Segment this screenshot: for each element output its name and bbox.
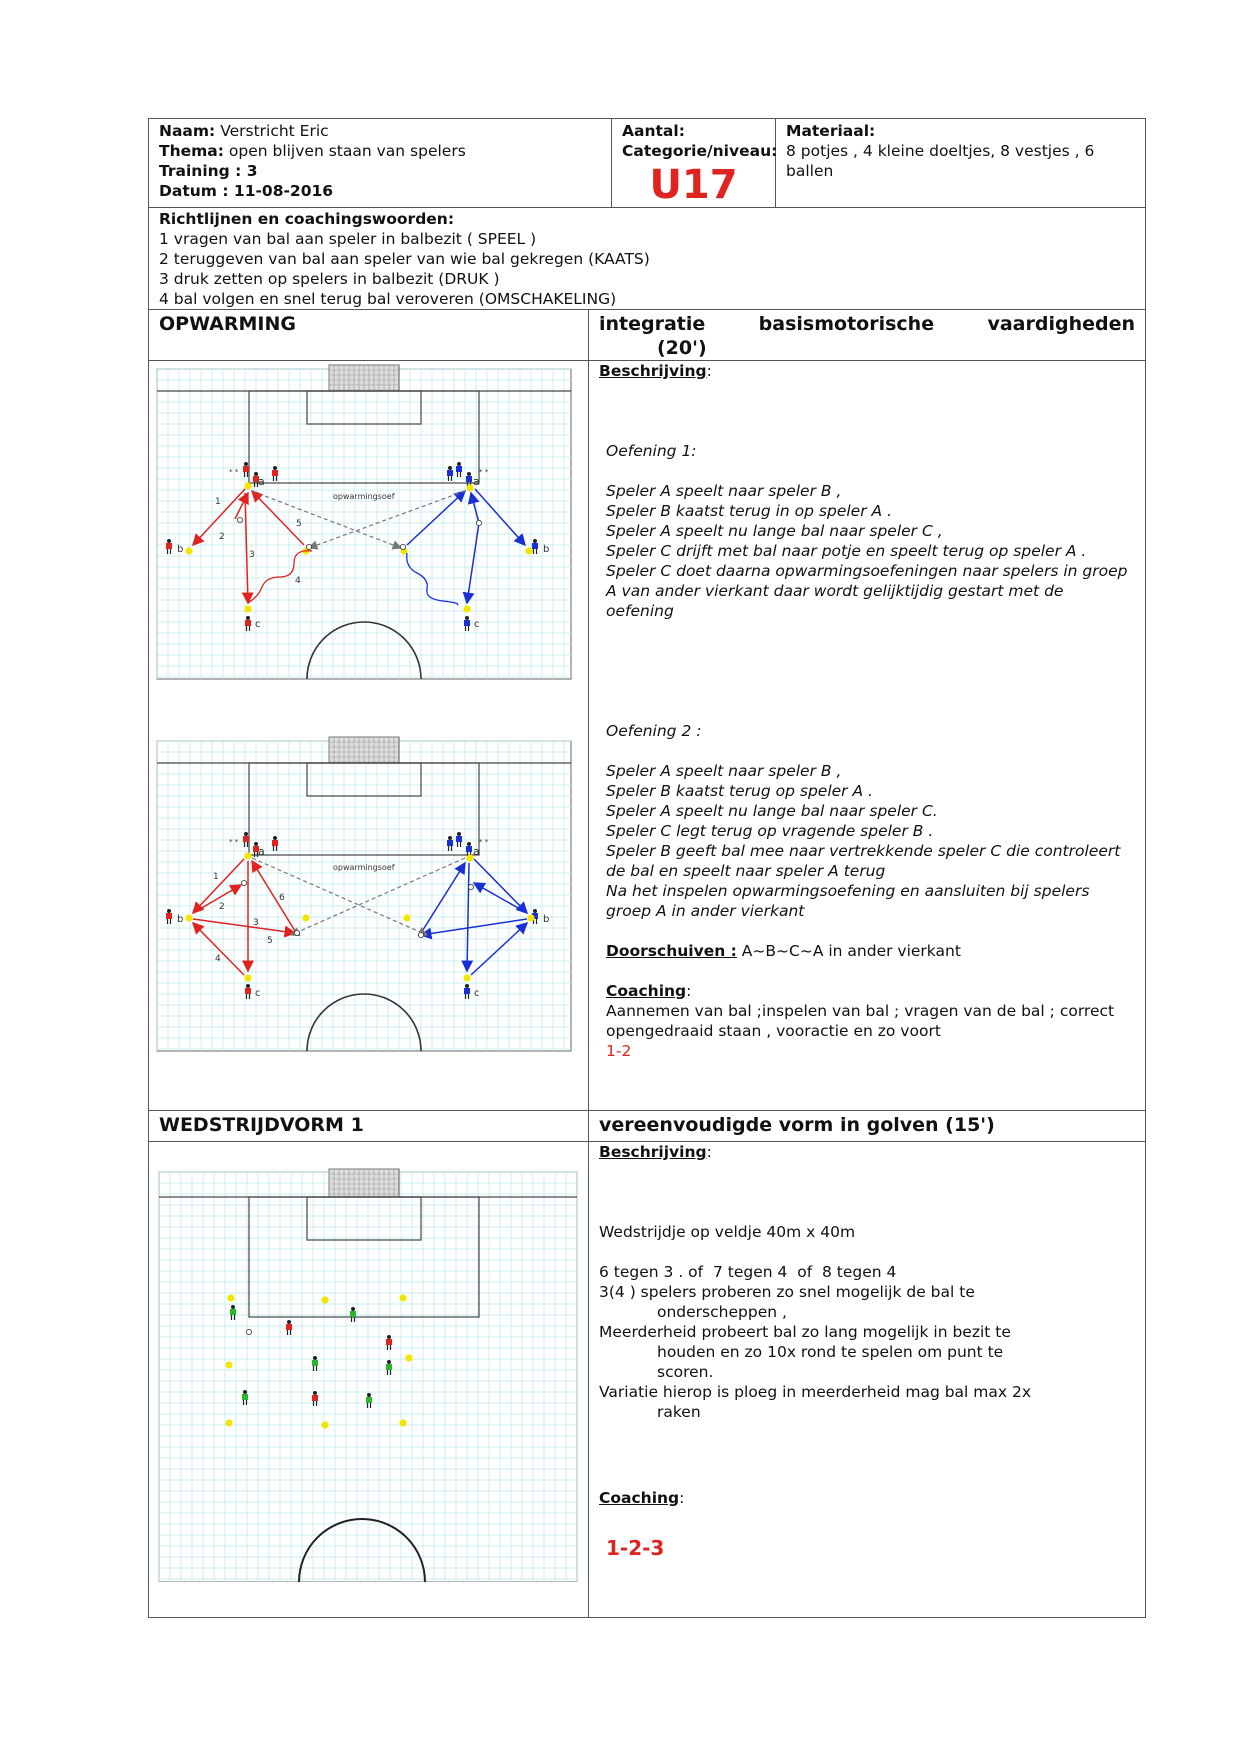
player-label-a: a [473, 845, 480, 858]
step-number: 5 [296, 519, 302, 529]
cone-marker [302, 914, 309, 921]
cone-marker [466, 854, 473, 861]
ball-icon [418, 932, 423, 937]
ball-icon [294, 930, 299, 935]
training-sheet [148, 118, 1145, 1633]
wedstrijd-line: raken [657, 1403, 701, 1421]
step-number: 4 [215, 954, 221, 964]
wedstrijd-line: Variatie hierop is ploeg in meerderheid mag bal max 2x [599, 1383, 1032, 1401]
wedstrijd-line: houden en zo 10x rond te spelen om punt te [657, 1343, 1004, 1361]
oefening1-line: Speler C drijft met bal naar potje en speelt terug op speler A . [606, 542, 1087, 560]
step-number: 1 [213, 872, 219, 882]
oefening1-line: Speler C doet daarna opwarmingsoefeningen naar spelers in groep A van ander vierkant daar wordt gelijktijdig gestart met de oefening [606, 562, 1128, 620]
cone-marker [244, 974, 251, 981]
oefening2-line: Speler B kaatst terug op speler A . [606, 782, 873, 800]
wedstrijd-text-cell: Beschrijving: Wedstrijdje op veldje 40m x 40m 6 tegen 3 . of 7 tegen 4 of 8 tegen 4 3(4 ) spelers proberen zo snel mogelijk de bal te onderscheppen , Meerderheid probeert bal zo lang mogelijk in bezit te houden en zo 10x rond te spelen om punt te scoren. Variatie hierop is ploeg in meerderheid mag bal max 2x raken Coaching: 1-2-3 [589, 1142, 1146, 1618]
ball-icon [400, 544, 405, 549]
step-number: 3 [249, 550, 255, 560]
wedstrijd-title-cell [149, 1111, 589, 1142]
opwarming-duration: (20') [657, 337, 707, 359]
naam-label: Naam: [159, 122, 216, 140]
wedstrijd-subtitle-cell [589, 1111, 1146, 1142]
oefening1-line: Speler A speelt nu lange bal naar speler C , [606, 522, 943, 540]
player-label-a: a [258, 475, 265, 488]
player-label-b: b [177, 914, 184, 925]
doorschuiven-value: A~B~C~A in ander vierkant [741, 942, 961, 960]
cone-marker [244, 852, 251, 859]
datum-label: Datum : 11-08-2016 [159, 182, 334, 200]
wedstrijd-line: Wedstrijdje op veldje 40m x 40m [599, 1223, 856, 1241]
oefening2-line: Speler C legt terug op vragende speler B . [606, 822, 934, 840]
aantal-label: Aantal: [622, 122, 685, 140]
step-number: 2 [219, 532, 225, 542]
cone-marker [463, 605, 470, 612]
ball-icon [237, 517, 242, 522]
oefening2-line: Speler A speelt nu lange bal naar speler C. [606, 802, 938, 820]
cone-marker [405, 1354, 412, 1361]
ball-icon [468, 884, 473, 889]
wedstrijd-line: Meerderheid probeert bal zo lang mogelijk in bezit te [599, 1323, 1011, 1341]
player-label-c: c [474, 619, 480, 630]
training-label: Training : 3 [159, 162, 258, 180]
opwarming-subtitle: integratie basismotorische vaardigheden [599, 313, 1136, 335]
beschrijving-label: Beschrijving [599, 362, 707, 380]
coaching-text: Aannemen van bal ;inspelen van bal ; vragen van de bal ; correct opengedraaid staan , vooractie en zo voort [606, 1002, 1115, 1040]
player-label-b: b [177, 544, 184, 555]
oefening2-line: Speler A speelt naar speler B , [606, 762, 842, 780]
oefening2-line: Na het inspelen opwarmingsoefening en aansluiten bij spelers groep A in ander vierkant [606, 882, 1090, 920]
richtlijnen-cell [149, 208, 1146, 310]
wedstrijd-subtitle: vereenvoudigde vorm in golven (15') [599, 1114, 995, 1136]
cone-marker [525, 547, 532, 554]
step-number: 2 [219, 902, 225, 912]
step-number: 3 [253, 918, 259, 928]
cone-marker [185, 914, 192, 921]
diagram-label: opwarmingsoef [333, 492, 395, 501]
coaching-codes: 1-2 [606, 1042, 632, 1060]
training-table [148, 118, 1146, 1618]
ball-icon [246, 1329, 251, 1334]
header-info-cell [149, 119, 612, 208]
opwarming-text-cell: Beschrijving: Oefening 1: Speler A speelt naar speler B , Speler B kaatst terug in op speler A . Speler A speelt nu lange bal naar speler C , Speler C drijft met bal naar potje en speelt terug op speler A . Speler C doet daarna opwarmingsoefeningen naar spelers in groep A van ander vierkant daar wordt gelijktijdig gestart met de oefening Oefening 2 : Speler A speelt naar speler B , Speler B kaatst terug op speler A . Speler A speelt nu lange bal naar speler C. Speler C legt terug op vragende speler B . Speler B geeft bal mee naar vertrekkende speler C die controleert de bal en speelt naar speler A terug Na het inspelen opwarmingsoefening en aansluiten bij spelers groep A in ander vierkant Doorschuiven : A~B~C~A in ander vierkant Coaching: Aannemen van bal ;inspelen van bal ; vragen van de bal ; correct opengedraaid staan , vooractie en zo voort 1-2 [589, 361, 1146, 1111]
cone-marker [244, 605, 251, 612]
coaching-label: Coaching [606, 982, 687, 1000]
marker-dots: * * [479, 838, 489, 846]
richtlijn-line: 3 druk zetten op spelers in balbezit (DRUK ) [159, 270, 500, 288]
player-label-a: a [473, 475, 480, 488]
opwarming-title: OPWARMING [159, 313, 296, 335]
oefening2-title: Oefening 2 : [606, 722, 702, 740]
cone-marker [227, 1294, 234, 1301]
wedstrijd-line: scoren. [657, 1363, 714, 1381]
cone-marker [244, 482, 251, 489]
richtlijn-line: 2 teruggeven van bal aan speler van wie bal gekregen (KAATS) [159, 250, 650, 268]
materiaal-label: Materiaal: [786, 122, 876, 140]
ball-icon [241, 880, 246, 885]
opwarming-subtitle-cell [589, 310, 1146, 361]
step-number: 6 [279, 893, 285, 903]
ball-icon [306, 544, 311, 549]
cone-marker [321, 1296, 328, 1303]
cone-marker [466, 484, 473, 491]
oefening2-line: Speler B geeft bal mee naar vertrekkende speler C die controleert de bal en speelt naar speler A terug [606, 842, 1121, 880]
player-label-c: c [255, 988, 261, 999]
cone-marker [399, 1419, 406, 1426]
wedstrijd-coaching-codes: 1-2-3 [606, 1536, 665, 1560]
diagram-label: opwarmingsoef [333, 863, 395, 872]
cone-marker [321, 1421, 328, 1428]
wedstrijd-line: 6 tegen 3 . of 7 tegen 4 of 8 tegen 4 [599, 1263, 897, 1281]
thema-label: Thema: [159, 142, 224, 160]
cone-marker [463, 974, 470, 981]
wedstrijd-diagram-cell [149, 1142, 589, 1618]
match-diagram [149, 1142, 589, 1582]
oefening1-title: Oefening 1: [606, 442, 697, 460]
wedstrijd-title: WEDSTRIJDVORM 1 [159, 1114, 364, 1136]
step-number: 1 [215, 497, 221, 507]
cone-marker [225, 1419, 232, 1426]
player-label-a: a [258, 845, 265, 858]
richtlijn-line: 4 bal volgen en snel terug bal veroveren (OMSCHAKELING) [159, 290, 617, 308]
header-category-cell [612, 119, 776, 208]
wedstrijd-line: 3(4 ) spelers proberen zo snel mogelijk de bal te [599, 1283, 975, 1301]
exercise1-diagram [149, 361, 589, 713]
oefening1-line: Speler A speelt naar speler B , [606, 482, 842, 500]
category-value: U17 [649, 162, 738, 208]
step-number: 4 [295, 576, 301, 586]
doorschuiven-label: Doorschuiven : [606, 942, 737, 960]
categorie-label: Categorie/niveau: [622, 142, 778, 160]
marker-dots: * * [479, 468, 489, 476]
wedstrijd-coaching-label: Coaching [599, 1489, 680, 1507]
marker-dots: * * [229, 838, 239, 846]
opwarming-diagram-cell [149, 361, 589, 1111]
player-label-c: c [474, 988, 480, 999]
exercise2-diagram [149, 713, 589, 1065]
thema-value: open blijven staan van spelers [228, 142, 466, 160]
cone-marker [399, 1294, 406, 1301]
cone-marker [225, 1361, 232, 1368]
wedstrijd-beschrijving-label: Beschrijving [599, 1143, 707, 1161]
step-number: 5 [267, 936, 273, 946]
wedstrijd-line: onderscheppen , [657, 1303, 787, 1321]
player-label-b: b [543, 544, 550, 555]
cone-marker [185, 547, 192, 554]
marker-dots: * * [229, 468, 239, 476]
cone-marker [403, 914, 410, 921]
richtlijnen-title: Richtlijnen en coachingswoorden: [159, 210, 455, 228]
opwarming-title-cell [149, 310, 589, 361]
materiaal-value: 8 potjes , 4 kleine doeltjes, 8 vestjes , 6 ballen [786, 142, 1095, 180]
cone-marker [527, 914, 534, 921]
player-label-b: b [543, 914, 550, 925]
richtlijn-line: 1 vragen van bal aan speler in balbezit ( SPEEL ) [159, 230, 537, 248]
header-material-cell [776, 119, 1146, 208]
player-label-c: c [255, 619, 261, 630]
ball-icon [476, 520, 481, 525]
oefening1-line: Speler B kaatst terug in op speler A . [606, 502, 892, 520]
naam-value: Verstricht Eric [220, 122, 329, 140]
